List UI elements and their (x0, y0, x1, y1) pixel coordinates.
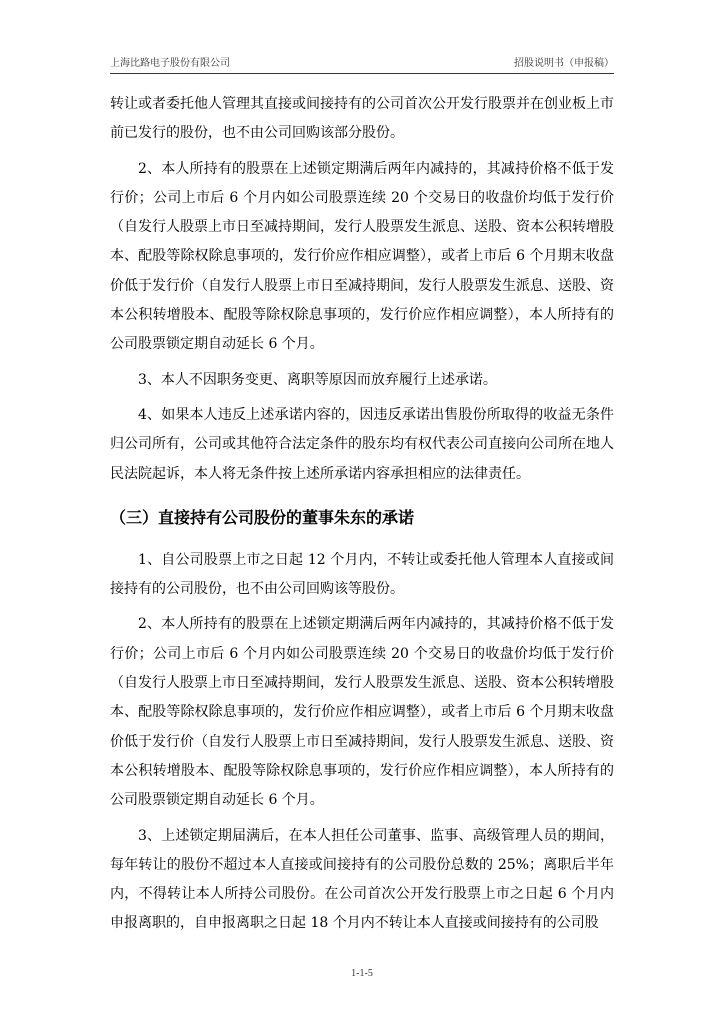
paragraph-commitment-3: 3、本人不因职务变更、离职等原因而放弃履行上述承诺。 (138, 371, 497, 388)
paragraph-commitment-4: 4、如果本人违反上述承诺内容的，因违反承诺出售股份所取得的收益无条件归公司所有，公司或其他符合法定条件的股东均有权代表公司直接向公司所在地人民法院起诉，本人将无条件按上述所承诺内容承担相应的法律责任。 (110, 406, 614, 482)
paragraph-director-commitment-2: 2、本人所持有的股票在上述锁定期满后两年内减持的，其减持价格不低于发行价；公司上市后 6 个月内如公司股票连续 20 个交易日的收盘价均低于发行价（自发行人股票上市日至减持期间，发行人股票发生派息、送股、资本公积转增股本、配股等除权除息事项的，发行价应作相应调整），或者上市后 6 个月期末收盘价低于发行价（自发行人股票上市日至减持期间，发行人股票发生派息、送股、资本公积转增股本、配股等除权除息事项的，发行价应作相应调整），本人所持有的公司股票锁定期自动延长 6 个月。 (110, 616, 614, 809)
header-company-name: 上海比路电子股份有限公司 (110, 58, 230, 69)
section-heading: （三）直接持有公司股份的董事朱东的承诺 (110, 507, 415, 527)
paragraph-director-commitment-1: 1、自公司股票上市之日起 12 个月内，不转让或委托他人管理本人直接或间接持有的公司股份，也不由公司回购该等股份。 (110, 551, 614, 598)
document-body (110, 90, 614, 939)
page-number: 1-1-5 (351, 968, 373, 979)
paragraph-commitment-2: 2、本人所持有的股票在上述锁定期满后两年内减持的，其减持价格不低于发行价；公司上市后 6 个月内如公司股票连续 20 个交易日的收盘价均低于发行价（自发行人股票上市日至减持期间，发行人股票发生派息、送股、资本公积转增股本、配股等除权除息事项的，发行价应作相应调整），或者上市后 6 个月期末收盘价低于发行价（自发行人股票上市日至减持期间，发行人股票发生派息、送股、资本公积转增股本、配股等除权除息事项的，发行价应作相应调整），本人所持有的公司股票锁定期自动延长 6 个月。 (110, 160, 614, 353)
page-header (110, 56, 614, 72)
header-document-type: 招股说明书（申报稿） (514, 58, 614, 69)
header-divider (110, 73, 614, 74)
paragraph-continuation: 转让或者委托他人管理其直接或间接持有的公司首次公开发行股票并在创业板上市前已发行的股份，也不由公司回购该部分股份。 (110, 96, 614, 142)
paragraph-director-commitment-3: 3、上述锁定期届满后，在本人担任公司董事、监事、高级管理人员的期间，每年转让的股份不超过本人直接或间接持有的公司股份总数的 25%；离职后半年内，不得转让本人所持公司股份。在公司首次公开发行股票上市之日起 6 个月内申报离职的，自申报离职之日起 18 个月内不转让本人直接或间接持有的公司股 (110, 827, 614, 932)
